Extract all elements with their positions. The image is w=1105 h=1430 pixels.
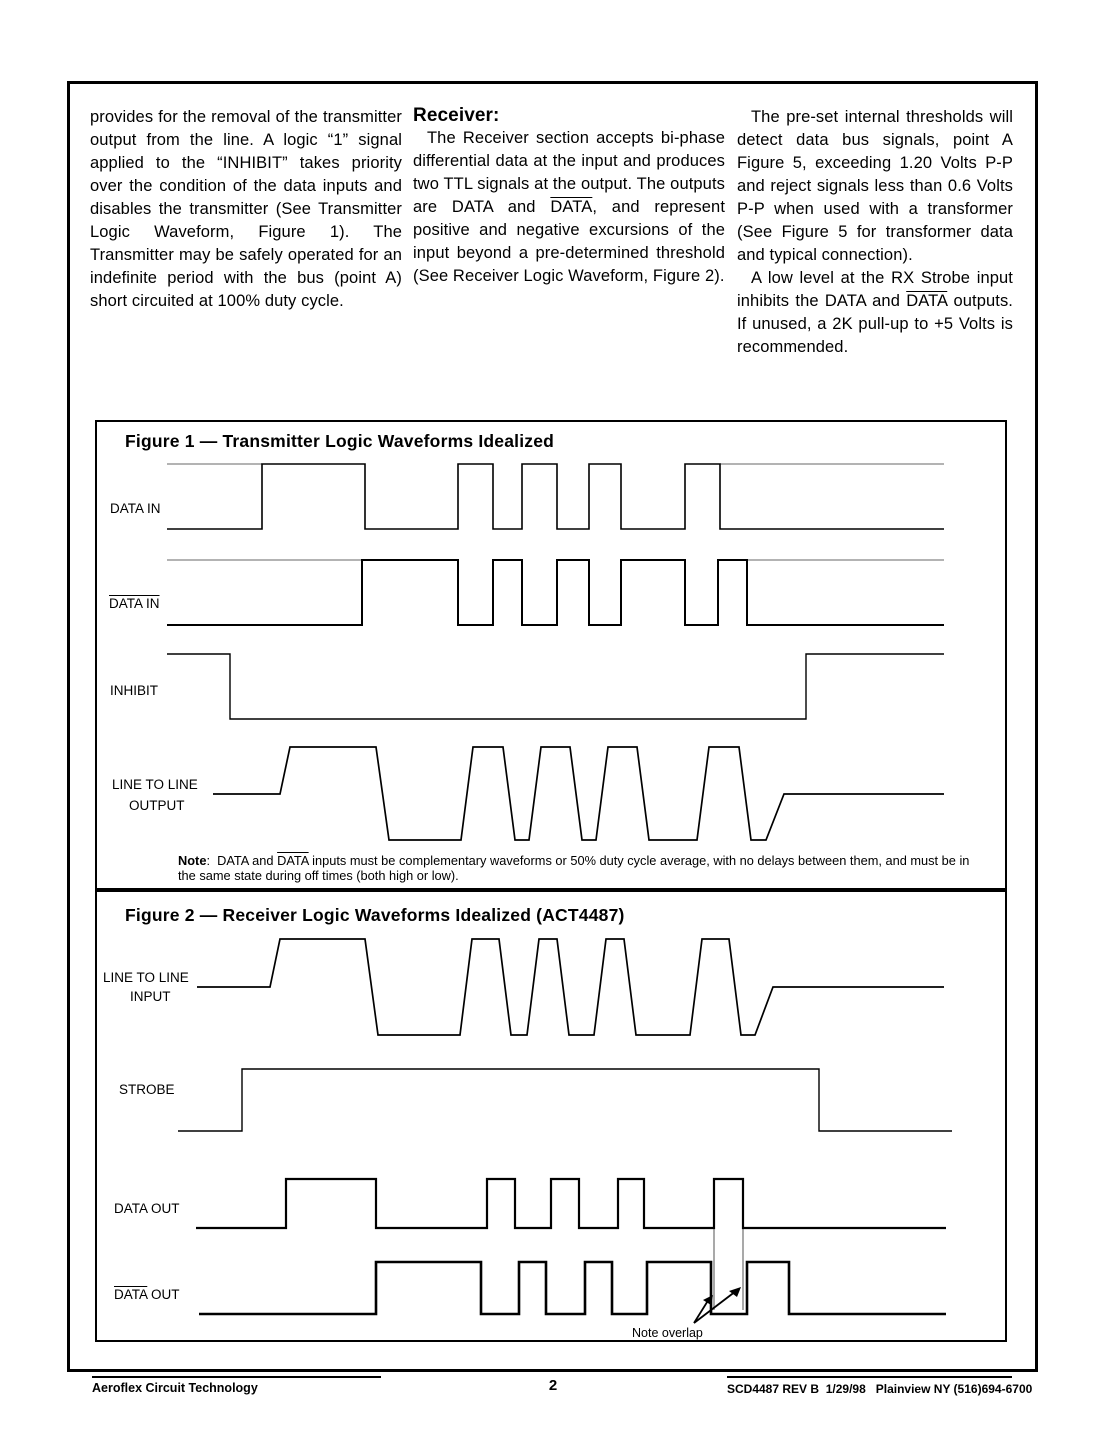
label-inhibit: INHIBIT xyxy=(110,683,159,698)
figure1-box xyxy=(95,420,1007,890)
column3-paragraph-1: The pre-set internal thresholds will detect data bus signals, point A Figure 5, exceeding 1.20 Volts P-P and reject signals less than 0.6 Volts P-P when used with a transformer (See Figure 5 for transformer data and typical connection). xyxy=(737,108,1013,264)
figure1-waveforms xyxy=(97,422,1005,888)
figure2-title: Figure 2 — Receiver Logic Waveforms Idealized (ACT4487) xyxy=(125,905,625,925)
column3-paragraph-2: A low level at the RX Strobe input inhibits the DATA and DATA outputs. If unused, a 2K pull-up to +5 Volts is recommended. xyxy=(737,269,1013,356)
label-strobe: STROBE xyxy=(119,1082,175,1097)
receiver-heading: Receiver: xyxy=(413,105,500,126)
label-line-to-line-output-1: LINE TO LINE xyxy=(112,777,198,792)
note-overlap-label: Note overlap xyxy=(632,1326,703,1340)
receiver-paragraph: The Receiver section accepts bi-phase differential data at the input and produces two TTL signals at the output. The outputs are DATA and DATA, and represent positive and negative excursions of the input beyond a pre-determined threshold (See Receiver Logic Waveform, Figure 2). xyxy=(413,129,725,285)
label-data-in-bar: DATA IN xyxy=(109,596,160,611)
footer-company: Aeroflex Circuit Technology xyxy=(92,1381,258,1395)
footer-page-number: 2 xyxy=(548,1377,558,1394)
figure2-box xyxy=(95,890,1007,1342)
label-data-out: DATA OUT xyxy=(114,1201,180,1216)
figure2-waveforms xyxy=(97,892,1005,1340)
footer-rule-right xyxy=(727,1376,1012,1378)
column1-paragraph: provides for the removal of the transmitter output from the line. A logic “1” signal applied to the “INHIBIT” takes priority over the condition of the data inputs and disables the transmitter (See Transmitter Logic Waveform, Figure 1). The Transmitter may be safely operated for an indefinite period with the bus (point A) short circuited at 100% duty cycle. xyxy=(90,108,402,310)
label-data-in: DATA IN xyxy=(110,501,161,516)
label-line-to-line-input-1: LINE TO LINE xyxy=(103,970,189,985)
label-data-out-bar: DATA OUT xyxy=(114,1287,180,1302)
label-line-to-line-input-2: INPUT xyxy=(130,989,171,1004)
figure1-title: Figure 1 — Transmitter Logic Waveforms Idealized xyxy=(125,431,555,451)
label-line-to-line-output-2: OUTPUT xyxy=(129,798,185,813)
figure1-note-text: Note: DATA and DATA inputs must be complementary waveforms or 50% duty cycle average, with no delays between them, and must be in the same state during off times (both high or low). xyxy=(178,853,970,883)
text-column-2 xyxy=(413,104,725,288)
footer-rule-left xyxy=(92,1376,381,1378)
footer-doc-info: SCD4487 REV B 1/29/98 Plainview NY (516)694-6700 xyxy=(727,1382,1033,1396)
text-column-3 xyxy=(737,106,1013,359)
text-column-1 xyxy=(90,106,402,313)
figure1-note xyxy=(172,853,984,883)
